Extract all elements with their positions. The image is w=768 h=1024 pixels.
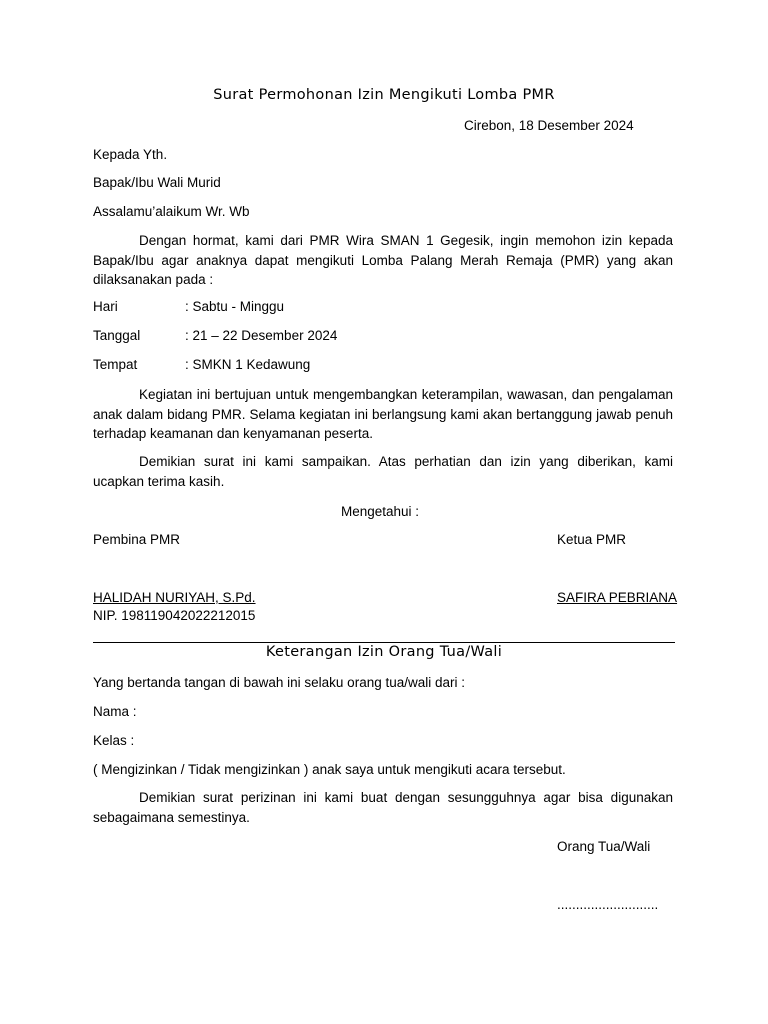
detail-label: Hari: [93, 299, 118, 314]
left-signer-role: Pembina PMR: [93, 532, 181, 547]
left-signer-name: HALIDAH NURIYAH, S.Pd.: [93, 590, 256, 605]
place-date: Cirebon, 18 Desember 2024: [464, 118, 634, 133]
detail-label: Tempat: [93, 357, 138, 372]
student-name-label: Nama :: [93, 704, 137, 719]
opening-paragraph: Dengan hormat, kami dari PMR Wira SMAN 1 Gegesik, ingin memohon izin kepada Bapak/Ibu agar anaknya dapat mengikuti Lomba Palang Merah Remaja (PMR) yang akan dilaksanakan pada :: [93, 233, 673, 287]
right-signer-role: Ketua PMR: [557, 532, 627, 547]
acknowledged-label: Mengetahui :: [341, 504, 420, 519]
left-signer-nip: NIP. 198119042022212015: [93, 608, 256, 623]
purpose-paragraph: Kegiatan ini bertujuan untuk mengembangkan keterampilan, wawasan, dan pengalaman anak dalam bidang PMR. Selama kegiatan ini berlangsung kami akan bertanggung jawab penuh terhadap keamanan dan kenyamanan peserta.: [93, 387, 673, 441]
parent-signature-line: ...........................: [557, 897, 659, 912]
letter-title: Surat Permohonan Izin Mengikuti Lomba PMR: [213, 87, 555, 103]
addressee-label: Kepada Yth.: [93, 147, 168, 162]
right-signer-name: SAFIRA PEBRIANA: [557, 590, 678, 605]
detail-label: Tanggal: [93, 328, 141, 343]
student-class-label: Kelas :: [93, 733, 135, 748]
detail-value: : 21 – 22 Desember 2024: [185, 328, 338, 343]
permission-intro: Yang bertanda tangan di bawah ini selaku orang tua/wali dari :: [93, 675, 466, 690]
section-divider: [93, 642, 675, 643]
permission-choice: ( Mengizinkan / Tidak mengizinkan ) anak saya untuk mengikuti acara tersebut.: [93, 762, 566, 777]
permission-title: Keterangan Izin Orang Tua/Wali: [265, 644, 503, 660]
recipient: Bapak/Ibu Wali Murid: [93, 175, 221, 190]
permission-closing: Demikian surat perizinan ini kami buat dengan sesungguhnya agar bisa digunakan sebagaimana semestinya.: [93, 790, 673, 825]
closing-paragraph: Demikian surat ini kami sampaikan. Atas perhatian dan izin yang diberikan, kami ucapkan terima kasih.: [93, 454, 673, 489]
greeting: Assalamu’alaikum Wr. Wb: [93, 204, 250, 219]
detail-value: : Sabtu - Minggu: [185, 299, 285, 314]
detail-value: : SMKN 1 Kedawung: [185, 357, 311, 372]
parent-signer-role: Orang Tua/Wali: [557, 839, 651, 854]
